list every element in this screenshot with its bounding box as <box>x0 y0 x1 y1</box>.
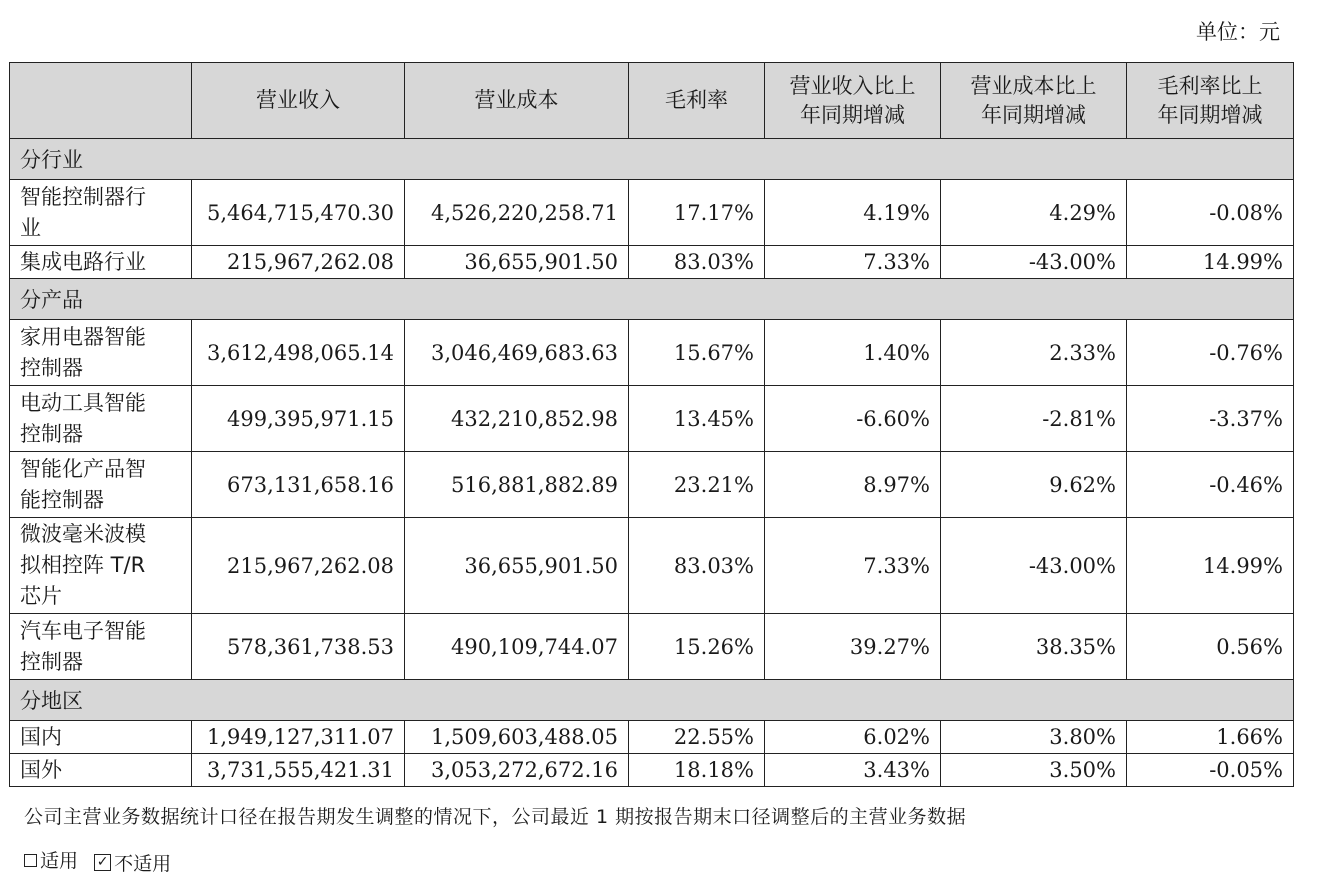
row-label-line: 集成电路行业 <box>20 249 146 274</box>
cell-margin-change: 14.99% <box>1127 246 1294 279</box>
row-label-line: 智能化产品智 <box>20 456 146 481</box>
cell-cost: 3,046,469,683.63 <box>405 320 629 386</box>
row-label <box>10 518 192 614</box>
cell-margin-change: -0.05% <box>1127 754 1294 787</box>
cell-cost-change: -43.00% <box>941 518 1127 614</box>
checkbox-checked-icon[interactable]: ✓ <box>94 854 111 871</box>
cell-cost: 490,109,744.07 <box>405 614 629 680</box>
option-label: 适用 <box>40 850 79 872</box>
cell-margin: 23.21% <box>629 452 765 518</box>
cell-revenue-change: 7.33% <box>765 518 941 614</box>
cell-margin: 18.18% <box>629 754 765 787</box>
cell-margin: 15.67% <box>629 320 765 386</box>
header-revenue-change-line: 年同期增减 <box>800 102 905 127</box>
cell-revenue: 215,967,262.08 <box>192 246 405 279</box>
cell-revenue-change: 1.40% <box>765 320 941 386</box>
applicability-options <box>24 846 181 876</box>
row-label-line: 能控制器 <box>20 487 104 512</box>
row-label <box>10 754 192 787</box>
cell-cost: 4,526,220,258.71 <box>405 180 629 246</box>
header-cost-change <box>941 63 1127 139</box>
row-label-line: 微波毫米波模 <box>20 522 146 546</box>
header-revenue: 营业收入 <box>192 63 405 139</box>
section-title: 分地区 <box>10 680 1294 721</box>
row-label-line: 拟相控阵 T/R <box>20 553 146 577</box>
header-revenue-change <box>765 63 941 139</box>
row-label-line: 智能控制器行 <box>20 184 146 209</box>
row-label <box>10 180 192 246</box>
table-row <box>10 452 1294 518</box>
header-margin-change-line: 毛利率比上 <box>1157 73 1263 98</box>
cell-revenue-change: 7.33% <box>765 246 941 279</box>
cell-margin: 15.26% <box>629 614 765 680</box>
cell-cost-change: -43.00% <box>941 246 1127 279</box>
row-label-line: 汽车电子智能 <box>20 618 146 643</box>
cell-cost-change: 2.33% <box>941 320 1127 386</box>
table-row <box>10 386 1294 452</box>
cell-revenue: 499,395,971.15 <box>192 386 405 452</box>
cell-revenue-change: -6.60% <box>765 386 941 452</box>
row-label <box>10 721 192 754</box>
cell-margin: 83.03% <box>629 518 765 614</box>
header-cost: 营业成本 <box>405 63 629 139</box>
row-label-line: 国内 <box>20 724 62 749</box>
cell-cost-change: 3.80% <box>941 721 1127 754</box>
header-row <box>10 63 1294 139</box>
option-applicable[interactable] <box>24 846 78 873</box>
row-label-line: 芯片 <box>20 584 62 608</box>
table-row <box>10 614 1294 680</box>
cell-margin-change: -0.76% <box>1127 320 1294 386</box>
table-row <box>10 180 1294 246</box>
cell-revenue: 3,612,498,065.14 <box>192 320 405 386</box>
cell-cost: 516,881,882.89 <box>405 452 629 518</box>
table-row <box>10 518 1294 614</box>
table-row <box>10 246 1294 279</box>
cell-cost-change: 4.29% <box>941 180 1127 246</box>
cell-revenue-change: 6.02% <box>765 721 941 754</box>
header-margin-change-line: 年同期增减 <box>1157 102 1263 127</box>
header-blank <box>10 63 192 139</box>
cell-margin-change: -3.37% <box>1127 386 1294 452</box>
unit-label: 单位：元 <box>1196 20 1280 44</box>
header-margin-change <box>1127 63 1294 139</box>
table-row <box>10 754 1294 787</box>
cell-margin-change: 14.99% <box>1127 518 1294 614</box>
section-title: 分行业 <box>10 139 1294 180</box>
cell-cost-change: 3.50% <box>941 754 1127 787</box>
row-label-line: 国外 <box>20 757 62 782</box>
cell-revenue: 673,131,658.16 <box>192 452 405 518</box>
cell-cost-change: 38.35% <box>941 614 1127 680</box>
row-label <box>10 246 192 279</box>
header-margin: 毛利率 <box>629 63 765 139</box>
cell-margin: 22.55% <box>629 721 765 754</box>
cell-revenue-change: 3.43% <box>765 754 941 787</box>
cell-revenue: 1,949,127,311.07 <box>192 721 405 754</box>
cell-margin: 17.17% <box>629 180 765 246</box>
business-table <box>9 62 1294 787</box>
header-cost-change-line: 年同期增减 <box>981 102 1086 127</box>
option-not-applicable[interactable] <box>94 849 171 876</box>
header-revenue-change-line: 营业收入比上 <box>789 73 916 98</box>
cell-cost: 1,509,603,488.05 <box>405 721 629 754</box>
row-label <box>10 320 192 386</box>
cell-revenue: 578,361,738.53 <box>192 614 405 680</box>
cell-cost: 432,210,852.98 <box>405 386 629 452</box>
cell-revenue-change: 8.97% <box>765 452 941 518</box>
cell-margin: 13.45% <box>629 386 765 452</box>
cell-margin-change: -0.08% <box>1127 180 1294 246</box>
cell-cost-change: 9.62% <box>941 452 1127 518</box>
checkbox-empty-icon[interactable] <box>24 854 37 867</box>
section-row <box>10 279 1294 320</box>
row-label <box>10 386 192 452</box>
row-label-line: 业 <box>20 215 41 240</box>
option-label: 不适用 <box>114 853 172 875</box>
table-body <box>10 139 1294 787</box>
row-label-line: 控制器 <box>20 649 83 674</box>
cell-revenue: 215,967,262.08 <box>192 518 405 614</box>
cell-cost-change: -2.81% <box>941 386 1127 452</box>
section-title: 分产品 <box>10 279 1294 320</box>
row-label-line: 控制器 <box>20 421 83 446</box>
cell-margin-change: -0.46% <box>1127 452 1294 518</box>
cell-margin: 83.03% <box>629 246 765 279</box>
section-row <box>10 139 1294 180</box>
table-row <box>10 721 1294 754</box>
cell-revenue: 3,731,555,421.31 <box>192 754 405 787</box>
header-cost-change-line: 营业成本比上 <box>970 73 1097 98</box>
cell-revenue: 5,464,715,470.30 <box>192 180 405 246</box>
cell-cost: 36,655,901.50 <box>405 518 629 614</box>
section-row <box>10 680 1294 721</box>
table-row <box>10 320 1294 386</box>
row-label <box>10 452 192 518</box>
row-label-line: 电动工具智能 <box>20 390 146 415</box>
cell-margin-change: 1.66% <box>1127 721 1294 754</box>
cell-margin-change: 0.56% <box>1127 614 1294 680</box>
cell-revenue-change: 4.19% <box>765 180 941 246</box>
cell-cost: 36,655,901.50 <box>405 246 629 279</box>
cell-cost: 3,053,272,672.16 <box>405 754 629 787</box>
row-label-line: 控制器 <box>20 355 83 380</box>
row-label-line: 家用电器智能 <box>20 324 146 349</box>
row-label <box>10 614 192 680</box>
cell-revenue-change: 39.27% <box>765 614 941 680</box>
footnote: 公司主营业务数据统计口径在报告期发生调整的情况下，公司最近 1 期按报告期末口径调整后的主营业务数据 <box>24 806 967 828</box>
